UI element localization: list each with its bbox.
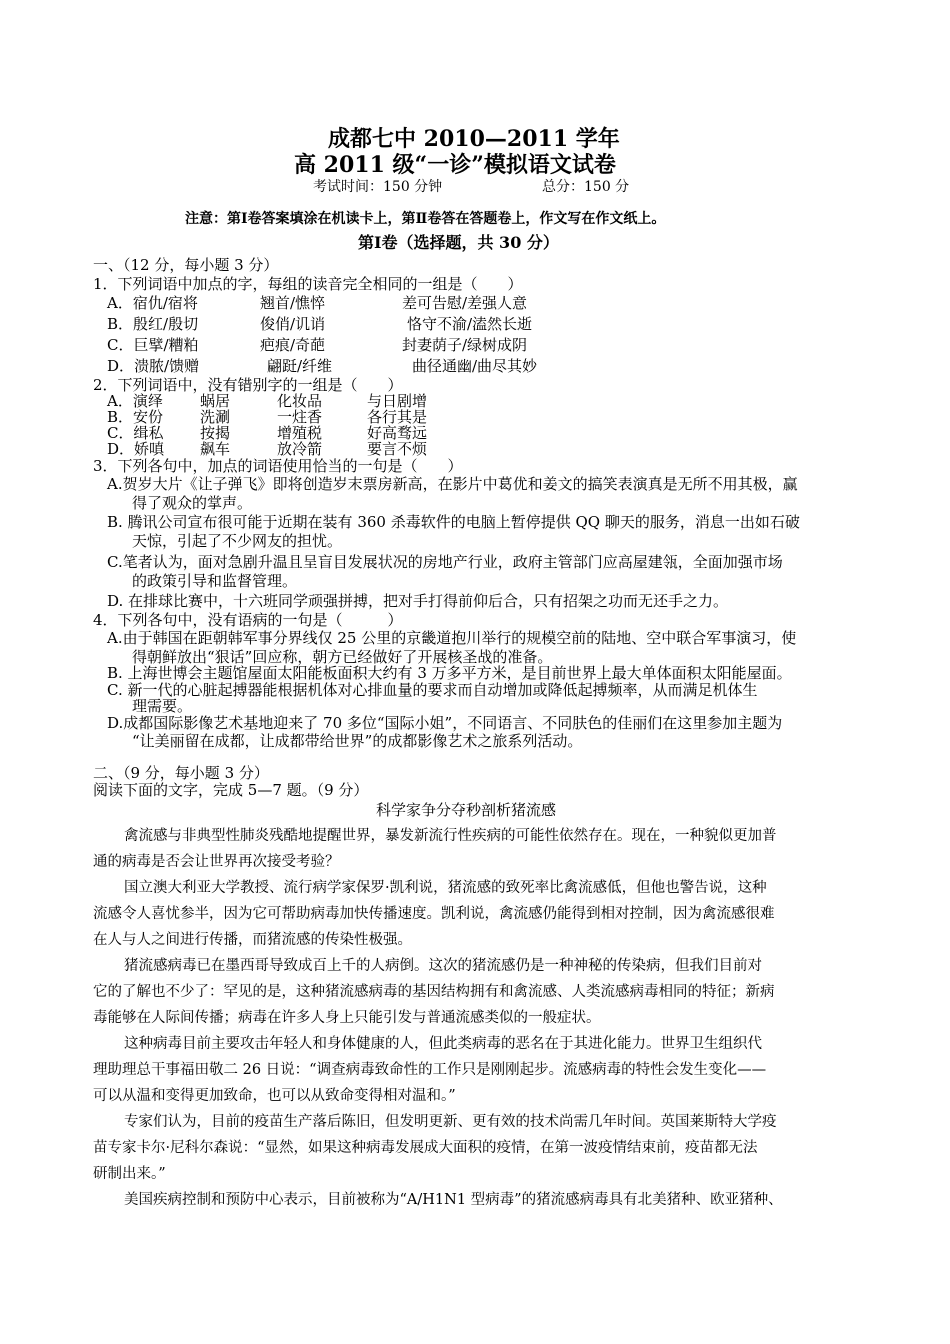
q3-option-b-line2: 天惊，引起了不少网友的担忧。	[132, 532, 343, 550]
q2-d-w4: 要言不烦	[367, 440, 428, 458]
q2-d-w3: 放冷箭	[277, 440, 323, 458]
exam-time: 考试时间：150 分钟	[313, 179, 443, 195]
q2-b-w3: 一炷香	[277, 408, 323, 426]
article-line-15: 美国疾病控制和预防中心表示，目前被称为“A/H1N1 型病毒”的猪流感病毒具有北美猪种、欧亚猪种、	[124, 1192, 783, 1208]
article-line-14: 研制出来。”	[93, 1166, 166, 1182]
exam-notice: 注意：第Ⅰ卷答案填涂在机读卡上，第Ⅱ卷答在答题卷上，作文写在作文纸上。	[185, 211, 666, 227]
exam-score: 总分：150 分	[542, 179, 630, 195]
article-line-5: 在人与人之间进行传播，而猪流感的传染性极强。	[93, 932, 412, 948]
exam-title-line1: 成都七中 2010—2011 学年	[328, 126, 620, 152]
q2-b-w4: 各行其是	[367, 408, 428, 426]
article-line-8: 毒能够在人际间传播；病毒在许多人身上只能引发与普通流感类似的一般症状。	[93, 1010, 601, 1026]
q1-a-part2: 翘首/憔悴	[260, 294, 326, 312]
q2-b-w1: B．安份	[107, 408, 164, 426]
q2-c-w1: C．缉私	[107, 424, 164, 442]
q4-option-c-line2: 理需要。	[132, 697, 193, 715]
q2-a-w2: 蜗居	[200, 392, 231, 410]
q2-c-w3: 增殖税	[277, 424, 323, 442]
q2-a-w3: 化妆品	[277, 392, 323, 410]
q1-a-part1: A．宿仇/宿将	[107, 294, 198, 312]
q2-d-w1: D．娇嗔	[107, 440, 165, 458]
q2-b-w2: 洗涮	[200, 408, 231, 426]
q1-d-part2: 翩跹/纤维	[267, 357, 333, 375]
q3-option-b-line1: B. 腾讯公司宣布很可能于近期在装有 360 杀毒软件的电脑上暂停提供 QQ 聊天的服务，消息一出如石破	[107, 513, 800, 531]
q4-option-d-line1: D.成都国际影像艺术基地迎来了 70 多位“国际小姐”，不同语言、不同肤色的佳丽们在这里参加主题为	[107, 714, 783, 732]
article-line-7: 它的了解也不少了：罕见的是，这种猪流感病毒的基因结构拥有和禽流感、人类流感病毒相同的特征；新病	[93, 984, 775, 1000]
q2-a-w1: A．演绎	[107, 392, 163, 410]
q1-b-part2: 俊俏/讥诮	[260, 315, 326, 333]
q3-option-c-line1: C.笔者认为，面对急剧升温且呈盲目发展状况的房地产行业，政府主管部门应高屋建瓴，全面加强市场	[107, 553, 783, 571]
q1-d-part1: D．溃脓/馈赠	[107, 357, 200, 375]
part2-instruction: 阅读下面的文字，完成 5—7 题。（9 分）	[93, 781, 369, 799]
article-line-3: 国立澳大利亚大学教授、流行病学家保罗·凯利说，猪流感的致死率比禽流感低，但他也警告说，这种	[124, 880, 767, 896]
q4-option-b: B. 上海世博会主题馆屋面太阳能板面积大约有 3 万多平方米，是目前世界上最大单体面积太阳能屋面。	[107, 664, 792, 682]
q1-b-part1: B．殷红/殷切	[107, 315, 199, 333]
q2-c-w2: 按揭	[200, 424, 231, 442]
article-line-12: 专家们认为，目前的疫苗生产落后陈旧，但发明更新、更有效的技术尚需几年时间。英国莱斯特大学疫	[124, 1114, 777, 1130]
q2-stem: 2．下列词语中，没有错别字的一组是（ ）	[93, 376, 403, 394]
q1-d-part3: 曲径通幽/曲尽其妙	[412, 357, 538, 375]
q1-c-part1: C．巨擘/糟粕	[107, 336, 199, 354]
article-line-6: 猪流感病毒已在墨西哥导致成百上千的人病倒。这次的猪流感仍是一种神秘的传染病，但我们目前对	[124, 958, 762, 974]
part1-heading: 一、（12 分，每小题 3 分）	[93, 256, 279, 274]
article-line-13: 苗专家卡尔·尼科尔森说：“显然，如果这种病毒发展成大面积的疫情，在第一波疫情结束前，疫苗都无法	[93, 1140, 758, 1156]
article-title: 科学家争分夺秒剖析猪流感	[376, 801, 557, 819]
q3-option-c-line2: 的政策引导和监督管理。	[132, 572, 298, 590]
q4-option-d-line2: “让美丽留在成都，让成都带给世界”的成都影像艺术之旅系列活动。	[132, 732, 583, 750]
q2-d-w2: 飙车	[200, 440, 231, 458]
part2-heading: 二、（9 分，每小题 3 分）	[93, 764, 269, 782]
article-line-4: 流感令人喜忧参半，因为它可帮助病毒加快传播速度。凯利说，禽流感仍能得到相对控制，因为禽流感很难	[93, 906, 775, 922]
q2-c-w4: 好高骛远	[367, 424, 428, 442]
volume-heading: 第Ⅰ卷（选择题，共 30 分）	[358, 233, 559, 252]
q3-option-a-line2: 得了观众的掌声。	[132, 494, 253, 512]
q3-option-a-line1: A.贺岁大片《让子弹飞》即将创造岁末票房新高，在影片中葛优和姜文的搞笑表演真是无所不用其极，赢	[107, 475, 798, 493]
q4-option-a-line1: A.由于韩国在距朝韩军事分界线仅 25 公里的京畿道抱川举行的规模空前的陆地、空中联合军事演习，使	[107, 629, 797, 647]
q1-c-part3: 封妻荫子/绿树成阴	[402, 336, 528, 354]
q1-b-part3: 恪守不渝/溘然长逝	[407, 315, 533, 333]
article-line-1: 禽流感与非典型性肺炎残酷地提醒世界，暴发新流行性疾病的可能性依然存在。现在，一种貌似更加普	[124, 828, 777, 844]
article-line-9: 这种病毒目前主要攻击年轻人和身体健康的人，但此类病毒的恶名在于其进化能力。世界卫生组织代	[124, 1036, 762, 1052]
q3-option-d: D. 在排球比赛中，十六班同学顽强拼搏，把对手打得前仰后合，只有招架之功而无还手之力。	[107, 592, 729, 610]
q1-c-part2: 疤痕/奇葩	[260, 336, 326, 354]
article-line-11: 可以从温和变得更加致命，也可以从致命变得相对温和。”	[93, 1088, 456, 1104]
article-line-2: 通的病毒是否会让世界再次接受考验？	[93, 854, 340, 870]
q4-stem: 4．下列各句中，没有语病的一句是（ ）	[93, 611, 403, 629]
exam-title-line2: 高 2011 级“一诊”模拟语文试卷	[294, 152, 616, 178]
article-line-10: 理助理总干事福田敬二 26 日说：“调查病毒致命性的工作只是刚刚起步。流感病毒的特性会发生变化——	[93, 1062, 767, 1078]
q4-option-a-line2: 得朝鲜放出“狠话”回应称，朝方已经做好了开展核圣战的准备。	[132, 648, 553, 666]
q2-a-w4: 与日剧增	[367, 392, 428, 410]
q1-stem: 1．下列词语中加点的字，每组的读音完全相同的一组是（ ）	[93, 275, 523, 293]
q4-option-c-line1: C. 新一代的心脏起搏器能根据机体对心排血量的要求而自动增加或降低起搏频率，从而满足机体生	[107, 681, 758, 699]
q1-a-part3: 差可告慰/差强人意	[402, 294, 528, 312]
q3-stem: 3．下列各句中，加点的词语使用恰当的一句是（ ）	[93, 457, 463, 475]
